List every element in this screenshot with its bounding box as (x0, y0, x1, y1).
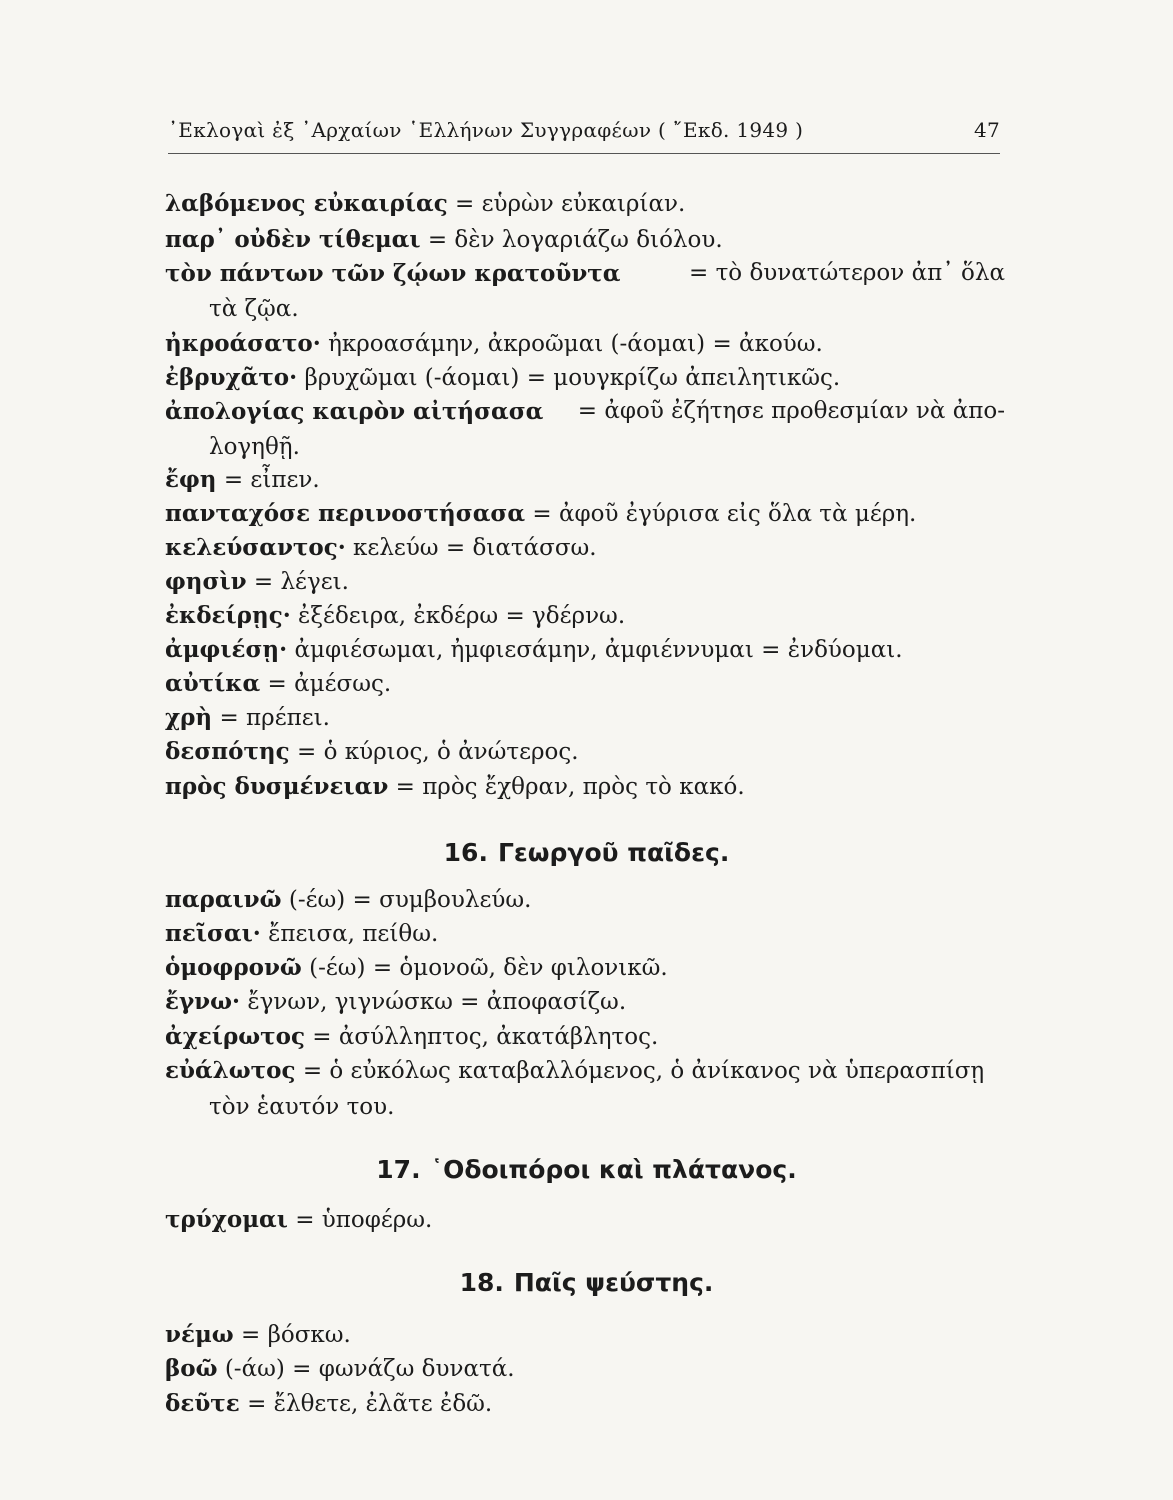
entry-term: ἀπολογίας καιρὸν αἰτήσασα (165, 398, 544, 425)
glossary-entry (165, 922, 1005, 946)
entry-term: ἔγνω· (165, 988, 241, 1015)
glossary-entry (165, 1357, 1005, 1381)
glossary-entry (165, 638, 1005, 662)
glossary-entry (165, 1323, 1005, 1347)
section-number: 17. (376, 1155, 421, 1184)
entry-definition: (-έω) = συμβουλεύω. (288, 887, 532, 913)
entry-term: αὐτίκα (165, 670, 261, 697)
glossary-entry (165, 990, 1005, 1014)
entry-term: βοῶ (165, 1355, 218, 1382)
entry-term: νέμω (165, 1321, 234, 1348)
glossary-entry (165, 1025, 1005, 1049)
entry-continuation: τὰ ζῷα. (209, 296, 299, 322)
entry-definition: = ἔλθετε, ἐλᾶτε ἐδῶ. (247, 1391, 493, 1417)
glossary-entry (165, 888, 1005, 912)
glossary-entry (165, 366, 1005, 390)
entry-term: ὁμοφρονῶ (165, 954, 302, 981)
glossary-entry (165, 672, 1005, 696)
entry-term: τρύχομαι (165, 1206, 288, 1233)
header-rule (168, 153, 1000, 154)
entry-term: πεῖσαι· (165, 920, 261, 947)
entry-term: δεσπότης (165, 738, 290, 765)
entry-definition: = λέγει. (253, 569, 349, 595)
glossary-entry (165, 502, 1005, 526)
section-title: Γεωργοῦ παῖδες. (497, 838, 730, 867)
entry-definition: = ἀφοῦ ἐγύρισα εἰς ὅλα τὰ μέρη. (532, 501, 917, 527)
entry-continuation: τὸν ἑαυτόν του. (209, 1094, 395, 1120)
entry-definition: = δὲν λογαριάζω διόλου. (427, 227, 723, 253)
entry-term: κελεύσαντος· (165, 534, 346, 561)
glossary-entry (165, 192, 1005, 216)
entry-definition: βρυχῶμαι (-άομαι) = μουγκρίζω ἀπειλητικῶς. (304, 365, 841, 391)
entry-definition: = τὸ δυνατώτερον ἀπ᾿ ὅλα (688, 260, 1005, 286)
section-number: 18. (459, 1268, 504, 1297)
section-heading (0, 838, 1173, 867)
glossary-entry (165, 228, 1005, 252)
glossary-entry (165, 1392, 1005, 1416)
entry-term: ἠκροάσατο· (165, 330, 321, 357)
glossary-entry (165, 740, 1005, 764)
glossary-entry (165, 1208, 1005, 1232)
glossary-entry (165, 604, 1005, 628)
running-header (168, 118, 1000, 142)
entry-term: πρὸς δυσμένειαν (165, 773, 389, 800)
entry-term: ἐκδείρῃς· (165, 602, 291, 629)
section-number: 16. (443, 838, 488, 867)
entry-definition: = ἀμέσως. (267, 671, 392, 697)
entry-definition: (-άω) = φωνάζω δυνατά. (224, 1356, 515, 1382)
entry-definition: = ὑποφέρω. (295, 1207, 433, 1233)
glossary-entry (165, 956, 1005, 980)
section-heading (0, 1268, 1173, 1297)
entry-definition: = ὁ εὐκόλως καταβαλλόμενος, ὁ ἀνίκανος νὰ ὑπερασπίσῃ (302, 1058, 985, 1084)
glossary-entry (165, 332, 1005, 356)
entry-definition: = πρὸς ἔχθραν, πρὸς τὸ κακό. (395, 774, 745, 800)
entry-term: παραινῶ (165, 886, 282, 913)
entry-term: ἀχείρωτος (165, 1023, 305, 1050)
entry-definition: = βόσκω. (241, 1322, 351, 1348)
glossary-entry (165, 468, 1005, 492)
entry-definition: = εἶπεν. (223, 467, 320, 493)
entry-definition: = πρέπει. (219, 705, 330, 731)
entry-continuation: λογηθῇ. (209, 434, 300, 460)
section-title: Παῖς ψεύστης. (513, 1268, 714, 1297)
section-title: ῾Οδοιπόροι καὶ πλάτανος. (430, 1155, 797, 1184)
page-number: 47 (973, 118, 1000, 142)
entry-term: λαβόμενος εὐκαιρίας (165, 190, 448, 217)
entry-definition: = εὑρὼν εὐκαιρίαν. (455, 191, 686, 217)
glossary-entry (165, 400, 1005, 459)
entry-definition: ἔπεισα, πείθω. (268, 921, 439, 947)
glossary-entry (165, 1059, 1005, 1119)
entry-definition: κελεύω = διατάσσω. (353, 535, 597, 561)
entry-term: ἔφη (165, 466, 217, 493)
entry-definition: ἔγνων, γιγνώσκω = ἀποφασίζω. (247, 989, 627, 1015)
entry-term: ἀμφιέσῃ· (165, 636, 288, 663)
running-title: ᾿Εκλογαὶ ἐξ ᾿Αρχαίων ῾Ελλήνων Συγγραφέων ( ῎Εκδ. 1949 ) (168, 118, 804, 142)
glossary-entry (165, 706, 1005, 730)
entry-term: τὸν πάντων τῶν ζῴων κρατοῦντα (165, 260, 621, 287)
entry-term: παρ᾿ οὐδὲν τίθεμαι (165, 226, 421, 253)
glossary-entry (165, 262, 1005, 321)
entry-term: πανταχόσε περινοστήσασα (165, 500, 526, 527)
entry-definition: (-έω) = ὁμονοῶ, δὲν φιλονικῶ. (309, 955, 668, 981)
entry-term: δεῦτε (165, 1390, 240, 1417)
entry-term: χρὴ (165, 704, 213, 731)
entry-definition: ἠκροασάμην, ἀκροῶμαι (-άομαι) = ἀκούω. (328, 331, 823, 357)
section-heading (0, 1155, 1173, 1184)
entry-term: εὐάλωτος (165, 1057, 296, 1084)
entry-definition: = ὁ κύριος, ὁ ἀνώτερος. (296, 739, 579, 765)
entry-term: φησὶν (165, 568, 247, 595)
entry-definition: ἀμφιέσωμαι, ἠμφιεσάμην, ἀμφιέννυμαι = ἐνδύομαι. (294, 637, 903, 663)
glossary-entry (165, 775, 1005, 799)
glossary-entry (165, 536, 1005, 560)
entry-definition: ἐξέδειρα, ἐκδέρω = γδέρνω. (298, 603, 626, 629)
entry-term: ἐβρυχᾶτο· (165, 364, 298, 391)
glossary-entry (165, 570, 1005, 594)
entry-definition: = ἀσύλληπτος, ἀκατάβλητος. (312, 1024, 659, 1050)
entry-definition: = ἀφοῦ ἐζήτησε προθεσμίαν νὰ ἀπο- (577, 398, 1005, 424)
